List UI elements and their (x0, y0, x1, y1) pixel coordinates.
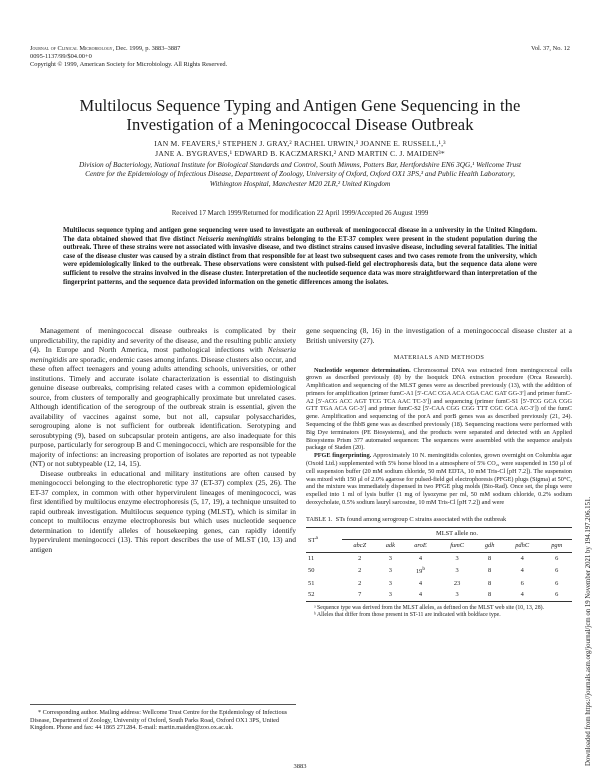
allele-cell (438, 564, 476, 578)
affiliations: Division of Bacteriology, National Institute for Biological Standards and Control, South Mimms, Potters Bar, Hertfordshire EN6 3QG,¹ Wellcome Trust Centre for the Epidemiology of Infectious Disease, Department of Zoology, University of Oxford, Oxford OX1 3PS,³ and Public Health Laboratory, Withington Hospital, Manchester M20 2LR,² United Kingdom (78, 160, 522, 188)
intro-paragraph-1 (30, 326, 296, 469)
bold-footnote-marker: b (422, 566, 426, 573)
intro-organism: Neisseria meningitidis (30, 345, 296, 364)
allele-value: 3 (388, 591, 392, 599)
st-table (306, 527, 572, 602)
allele-cell (503, 552, 541, 564)
authors-line-2: JANE A. BYGRAVES,¹ EDWARD B. KACZMARSKI,² AND MARTIN C. J. MAIDEN³* (155, 148, 445, 158)
allele-value: 8 (488, 591, 492, 599)
allele-cell (541, 589, 572, 601)
volume-info: Vol. 37, No. 12 (531, 45, 570, 52)
abstract-organism: Neisseria meningitidis (197, 235, 262, 243)
allele-value: 3 (455, 554, 459, 562)
copyright: Copyright © 1999, American Society for Microbiology. All Rights Reserved. (30, 61, 228, 68)
allele-cell (342, 589, 378, 601)
column-header-fumc: fumC (450, 542, 465, 550)
st-header-cell (306, 527, 342, 552)
allele-cell (378, 578, 404, 590)
footnote-text: * Corresponding author. Mailing address: Wellcome Trust Centre for the Epidemiology of Infectious Disease, Department of Zoology, University of Oxford, South Parks Road, Oxford OX1 3PS, United Kingdom. Phone and fax: 44 1865 271284. E-mail: martin.maiden@zoo.ox.ac.uk. (30, 709, 288, 732)
allele-cell (378, 552, 404, 564)
intro-paragraph-2: Disease outbreaks in educational and military institutions are often caused by meningococci belonging to the electrophoretic type 37 (ET-37) complex (25, 26). The ET-37 complex, in common with other hypervirulent lineages of meningococci, was first identified by multilocus enzyme electrophoresis (5, 17, 19), a technique unsuited to rapid outbreak investigation. Multilocus sequence typing (MLST), which is similar in concept to multilocus enzyme electrophoresis but which uses nucleotide sequence determination to identify alleles of housekeeping genes, can rapidly identify hypervirulent meningococci (13). This report describes the use of MLST (10, 13) and antigen (30, 468, 296, 554)
abstract (63, 227, 537, 287)
download-note: Downloaded from https://journals.asm.org/journal/jcm on 19 November 2021 by 194.197.206.151. (585, 496, 592, 766)
article-code: 0095-1137/99/$04.00+0 (30, 53, 92, 60)
allele-cell (438, 589, 476, 601)
allele-value: 3 (388, 579, 392, 587)
allele-value: 4 (520, 567, 524, 575)
allele-value: 4 (418, 591, 423, 599)
allele-cell (342, 564, 378, 578)
allele-value: 8 (488, 554, 492, 562)
methods-paragraph-1 (306, 367, 572, 453)
allele-value: 3 (455, 567, 459, 575)
intro-text-a: Management of meningococcal disease outbreaks is complicated by their unpredictability, the rapidity and severity of the disease, and the resulting public anxiety (4). In Europe and North America, most pathological infections with (30, 326, 296, 354)
allele-value: 6 (555, 567, 559, 575)
allele-cell (403, 564, 438, 578)
issue-info: , Dec. 1999, p. 3883–3887 (112, 45, 181, 52)
allele-value: 4 (520, 591, 524, 599)
allele-value: 4 (520, 554, 524, 562)
allele-value: 6 (520, 579, 524, 587)
allele-value: 2 (358, 554, 362, 562)
methods-body-1: Chromosomal DNA was extracted from meningococcal cells grown as described previously (8) by the Isoquick DNA extraction procedure (Orca Research). Amplification and sequencing of the MLST genes were as described previously (13), with the addition of primers for amplification (primer fumC-A1 [5′-CAC CGA ACA CGA CAC GAT GG-3′] and primer fumC-A2 [5′-ACG ACC AGT TCG TCA AAC TC-3′]) and sequencing (primer fumC-S1 [5′-TCG GCA CGG GTT TGA ACA GC-3′] and primer fumC-S2 [5′-CAA CGG CGG TTT CGC GCA AC-3′]) of the fumC gene. Amplification and sequencing of the porA and porB genes was as described previously (21, 24). Sequencing of the fhbB gene was as described previously (18). Sequencing reactions were performed with Big Dye terminators (PE Biosystems), and the products were separated and detected with an Applied Biosystems Prism 377 automated sequencer. The sequences were assembled with the sequence analysis package of Staden (20). (306, 366, 572, 452)
left-column (30, 326, 296, 554)
table-row (306, 578, 572, 590)
column-header-adk: adk (385, 542, 395, 550)
table-row (306, 552, 572, 564)
allele-value: 6 (555, 591, 559, 599)
allele-value: 19 (415, 568, 423, 576)
allele-cell (541, 578, 572, 590)
column-header-pdhc: pdhC (515, 542, 530, 550)
allele-cell (476, 552, 503, 564)
column-header-pgm: pgm (551, 542, 563, 550)
intro-text-b: are sporadic, endemic cases among infants. Disease clusters also occur, and these often affect teenagers and young adults attending schools, universities, or other institutions. Timely and accurate isolate characterization is essential to distinguish genuine disease outbreaks, comprising related cases with a common epidemiological source, from clusters of temporally and geographically proximate but unrelated cases. Although identification of the serogroup of the outbreak strain is essential, given the availability of vaccines against some, but not all, capsular polysaccharides, serogrouping alone is not sufficient for outbreak identification. Serotyping and serosubtyping (9), based on subcapsular protein antigens, are also inadequate for this purpose, particularly for serogroup B and C meningococci, which are responsible for the majority of infections: an increasing proportion of isolates are reported as not typeable (NT) or not subtypeable (12, 14, 15). (30, 354, 296, 468)
column-header-abcz: abcZ (353, 542, 367, 550)
allele-cell (541, 564, 572, 578)
st-cell: 52 (308, 591, 315, 599)
table-footnotes (306, 605, 572, 620)
allele-value: 23 (453, 579, 461, 587)
abstract-part-1: Multilocus sequence typing and antigen gene sequencing were used to investigate an outbreak of meningococcal disease in a university in the United Kingdom. The data obtained showed that five distinct (63, 227, 537, 243)
column-header-row (306, 540, 572, 553)
st-cell: 50 (308, 567, 315, 575)
mlst-group-header: MLST allele no. (342, 527, 572, 540)
allele-value: 3 (388, 567, 392, 575)
st-header-sup: a (315, 535, 318, 542)
allele-cell (378, 589, 404, 601)
table-footnote-a: ᵃ Sequence type was derived from the MLST alleles, as defined on the MLST web site (10, 13, 28). (314, 604, 544, 611)
allele-cell (476, 564, 503, 578)
allele-value: 6 (555, 554, 559, 562)
table-footnote-b: ᵇ Alleles that differ from those present in ST-11 are indicated with boldface type. (314, 612, 501, 619)
methods-heading-2: PFGE fingerprinting. (314, 452, 372, 460)
right-column (306, 326, 572, 620)
allele-value: 8 (488, 567, 492, 575)
allele-value: 2 (358, 567, 362, 575)
table-caption-text: STs found among serogroup C strains associated with the outbreak (335, 515, 507, 523)
allele-cell (503, 564, 541, 578)
received-dates: Received 17 March 1999/Returned for modification 22 April 1999/Accepted 26 August 1999 (171, 210, 429, 217)
allele-value: 4 (418, 554, 423, 562)
section-heading: MATERIALS AND METHODS (393, 354, 485, 361)
allele-cell (342, 552, 378, 564)
corresponding-author-footnote (30, 704, 296, 732)
allele-value: 6 (555, 579, 559, 587)
methods-paragraph-2 (306, 452, 572, 507)
allele-value: 8 (488, 579, 492, 587)
allele-cell (403, 552, 438, 564)
allele-value: 4 (418, 579, 423, 587)
methods-heading-1: Nucleotide sequence determination. (314, 366, 411, 374)
allele-cell (438, 578, 476, 590)
methods-body-2: Approximately 10 N. meningitidis colonies, grown overnight on Columbia agar (Oxoid Ltd.) supplemented with 5% horse blood in a atmosphere of 5% CO₂, were suspended in 150 μl of cell suspension buffer (20 mM sodium chloride, 50 mM EDTA, 10 mM Tris-Cl [pH 7.2]). The suspension was mixed with 150 μl of 2.0% agarose for pulsed-field gel electrophoresis (PFGE) plugs (Sigma) at 50°C, and the mixture was immediately dispensed in two PFGE plug molds (Bio-Rad). Once set, the plugs were expelled into 1 ml of lysis buffer (1 mg of lysozyme per ml, 50 mM sodium chloride, 0.2% sodium deoxycholate, 0.5% sodium lauryl sarcosine, 10 mM Tris-Cl [pH 7.2]) and were (306, 452, 572, 507)
allele-value: 3 (455, 591, 459, 599)
article-title: Multilocus Sequence Typing and Antigen Gene Sequencing in the Investigation of a Meningococcal Disease Outbreak (79, 96, 521, 134)
allele-cell (503, 589, 541, 601)
table-body (306, 552, 572, 601)
table-row (306, 564, 572, 578)
column-header-gdh: gdh (484, 542, 495, 550)
abstract-part-2: strains belonging to the ET-37 complex were present in the student population during the outbreak. Three of these strains were not associated with invasive disease, and two distinct strains caused invasive disease, including several fatalities. The initial case of the disease cluster was caused by a strain distinct from that responsible for at least two subsequent cases and two cases remote from the university, which were epidemiologically linked to the outbreak. These observations were consistent with pulsed-field gel electrophoresis data, but the sequence data alone were sufficient to resolve the strains involved in the disease cluster. Interpretation of the nucleotide sequence data was more straightforward than interpretation of the fingerprint patterns, and the sequence data provided information on the genetic differences among the isolates. (63, 235, 537, 286)
allele-cell (476, 578, 503, 590)
allele-cell (476, 589, 503, 601)
table-label: TABLE 1. (306, 515, 333, 523)
allele-cell (342, 578, 378, 590)
st-cell: 11 (308, 554, 315, 562)
column-header-aroe: aroE (414, 542, 427, 550)
author-list (60, 139, 540, 158)
st-cell: 51 (308, 579, 315, 587)
allele-value: 3 (388, 554, 392, 562)
allele-cell (438, 552, 476, 564)
allele-cell (378, 564, 404, 578)
allele-cell (541, 552, 572, 564)
page-number: 3883 (293, 763, 307, 770)
journal-header (30, 45, 227, 69)
allele-value: 7 (358, 591, 362, 599)
allele-cell (503, 578, 541, 590)
table-caption (306, 516, 572, 524)
table-row (306, 589, 572, 601)
allele-value: 2 (358, 579, 362, 587)
methods-text (306, 367, 572, 507)
st-header: ST (308, 537, 316, 545)
intro-continuation: gene sequencing (8, 16) in the investigation of a meningococcal disease cluster at a British university (27). (306, 326, 572, 345)
journal-name: Journal of Clinical Microbiology (30, 45, 113, 52)
authors-line-1: IAN M. FEAVERS,¹ STEPHEN J. GRAY,² RACHEL URWIN,³ JOANNE E. RUSSELL,¹,³ (154, 139, 446, 148)
allele-cell (403, 589, 438, 601)
allele-cell (403, 578, 438, 590)
